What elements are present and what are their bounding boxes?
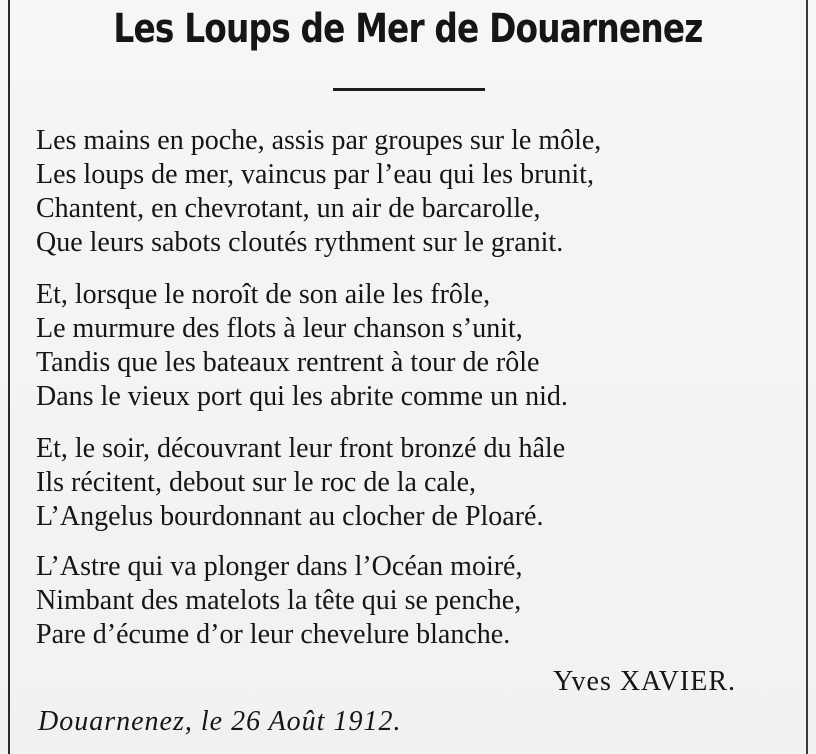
poem-line: Et, le soir, découvrant leur front bronzé du hâle [36, 433, 566, 464]
stanza-3 [36, 432, 565, 534]
poem-title: Les Loups de Mer de Douarnenez [113, 6, 703, 52]
title-divider [333, 88, 485, 91]
poem-line: Et, lorsque le noroît de son aile les frôle, [36, 279, 491, 310]
left-column-rule [8, 0, 10, 754]
poem-line: Pare d’écume d’or leur chevelure blanche. [36, 619, 511, 650]
stanza-1 [36, 124, 601, 260]
poem-line: Les mains en poche, assis par groupes sur le môle, [36, 125, 602, 156]
poem-line: Chantent, en chevrotant, un air de barcarolle, [36, 193, 541, 224]
poem-line: Que leurs sabots cloutés rythment sur le granit. [36, 227, 564, 258]
poem-line: Ils récitent, debout sur le roc de la cale, [36, 467, 477, 498]
poem-line: Nimbant des matelots la tête qui se penche, [36, 585, 522, 616]
poem-line: Les loups de mer, vaincus par l’eau qui les brunit, [36, 159, 594, 190]
poem-line: L’Astre qui va plonger dans l’Océan moiré, [36, 551, 523, 582]
poem-line: Dans le vieux port qui les abrite comme un nid. [36, 381, 568, 412]
place-date-line: Douarnenez, le 26 Août 1912. [38, 706, 402, 737]
poem-line: Le murmure des flots à leur chanson s’unit, [36, 313, 523, 344]
author-signature: Yves XAVIER. [553, 666, 736, 697]
right-column-rule [806, 0, 808, 754]
poem-line: Tandis que les bateaux rentrent à tour de rôle [36, 347, 540, 378]
poem-line: L’Angelus bourdonnant au clocher de Ploaré. [36, 501, 544, 532]
stanza-2 [36, 278, 568, 414]
stanza-4 [36, 550, 523, 652]
